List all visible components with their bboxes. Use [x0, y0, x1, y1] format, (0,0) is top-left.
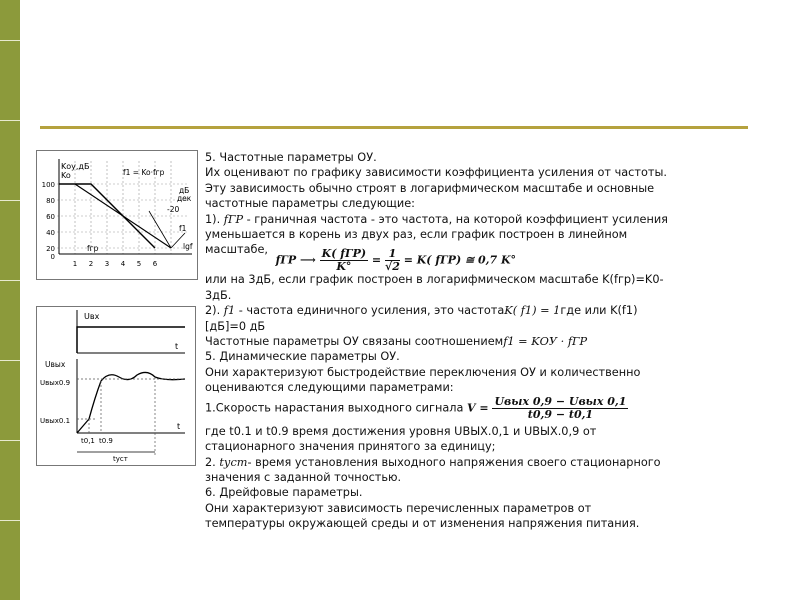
text-line: уменьшается в корень из двух раз, если график построен в линейном [205, 228, 628, 242]
y-tick: 0 [50, 253, 55, 261]
output-curve [77, 372, 185, 433]
x-tick: 4 [120, 260, 126, 268]
tust-label: tуст [113, 455, 128, 463]
text-line: температуры окружающей среды и от изменения напряжения питания. [205, 517, 640, 531]
text-line: 1). fГР - граничная частота - это частота, на которой коэффициент усиления [205, 212, 668, 226]
t01-label: t0,1 [81, 437, 95, 445]
y-tick: 20 [46, 245, 55, 253]
sidebar-decoration [0, 0, 20, 600]
text-line: Они характеризуют быстродействие переключения ОУ и количественно [205, 365, 641, 379]
uout-label: Uвых [45, 360, 66, 369]
slide-text [205, 150, 760, 532]
x-tick: 3 [104, 260, 110, 268]
fgr-label: fгр [87, 244, 99, 253]
text-line: стационарного значения принятого за единицу; [205, 440, 496, 454]
guides [77, 377, 185, 457]
text-line: Эту зависимость обычно строят в логарифмическом масштабе и основные [205, 181, 655, 195]
frequency-response-svg [37, 151, 197, 279]
uout09-label: Uвых0.9 [40, 379, 71, 387]
text-line: 5. Динамические параметры ОУ. [205, 350, 400, 364]
response-line-3 [149, 211, 171, 248]
text-line: 5. Частотные параметры ОУ. [205, 151, 377, 164]
x-tick: 6 [152, 260, 158, 268]
transient-response-chart [36, 306, 196, 466]
text-line: 2). f1 - частота единичного усиления, это частотаK( f1) = 1где или K(f1) [205, 304, 638, 318]
text-line: значения с заданной точностью. [205, 470, 402, 484]
text-line: 2. tуст- время установления выходного напряжения своего стационарного [205, 455, 661, 469]
dec-label: дек [177, 194, 192, 203]
x-tick: 1 [72, 260, 78, 268]
y-tick: 80 [46, 197, 55, 205]
text-line: 6. Дрейфовые параметры. [205, 486, 363, 500]
x-tick: 5 [136, 260, 142, 268]
text-line: [дБ]=0 дБ [205, 319, 266, 333]
t09-label: t0.9 [99, 437, 113, 445]
text-line: Частотные параметры ОУ связаны соотношениемf1 = KОУ · fГР [205, 335, 588, 349]
text-line: 3дБ. [205, 288, 232, 302]
x-tick: 2 [88, 260, 94, 268]
slope-label: -20 [167, 205, 180, 214]
text-line: Они характеризуют зависимость перечисленных параметров от [205, 501, 592, 515]
db-label: дБ [179, 186, 190, 195]
f1-label: f1 [179, 224, 187, 233]
transient-response-svg [37, 307, 195, 465]
formula-fgr: fГР ⟶ $\frac{\text{K( fГР)}}{K^\circ}$ = $\frac{1}{√2}$ = K( fГР) ≅ 0,7 K° [275, 247, 517, 274]
input-step [77, 327, 185, 353]
formula-slew-rate: V = $\frac{\text{Uвых 0,9 − Uвых 0,1}}{t0,9 - t0,1}$ [467, 394, 627, 421]
frequency-response-chart [36, 150, 198, 280]
text-line: масштабе, fГР ⟶ $\frac{\text{K( fГР)}}{K^\circ}$ = $\frac{1}{√2}$ = K( fГР) ≅ 0,7 K° [205, 243, 517, 274]
y-axis-label-ko: Ko [61, 171, 71, 180]
uout01-label: Uвых0.1 [40, 417, 71, 425]
text-line: частотные параметры следующие: [205, 197, 415, 211]
text-line: Их оценивают по графику зависимости коэффициента усиления от частоты. [205, 166, 667, 180]
t-label-bottom: t [177, 422, 181, 431]
lgf-label: lgf [183, 242, 193, 251]
curve-label: f1 = Ko·fгр [123, 168, 165, 177]
text-line: 1.Скорость нарастания выходного сигнала V = $\frac{\text{Uвых 0,9 − Uвых 0,1}}{t0,9 - t0,1}$ [205, 394, 627, 421]
y-tick: 60 [46, 213, 55, 221]
uin-label: Uвх [84, 312, 100, 321]
text-line: где t0.1 и t0.9 время достижения уровня UВЫХ.0,1 и UВЫХ.0,9 от [205, 424, 597, 438]
title-divider [40, 126, 748, 129]
y-tick: 100 [41, 181, 55, 189]
y-axis-label: Kоу,дБ [61, 162, 90, 171]
text-line: или на 3дБ, если график построен в логарифмическом масштабе K(fгр)=K0- [205, 273, 664, 287]
t-label-top: t [175, 342, 179, 351]
y-tick: 40 [46, 229, 55, 237]
text-line: оцениваются следующими параметрами: [205, 381, 454, 395]
